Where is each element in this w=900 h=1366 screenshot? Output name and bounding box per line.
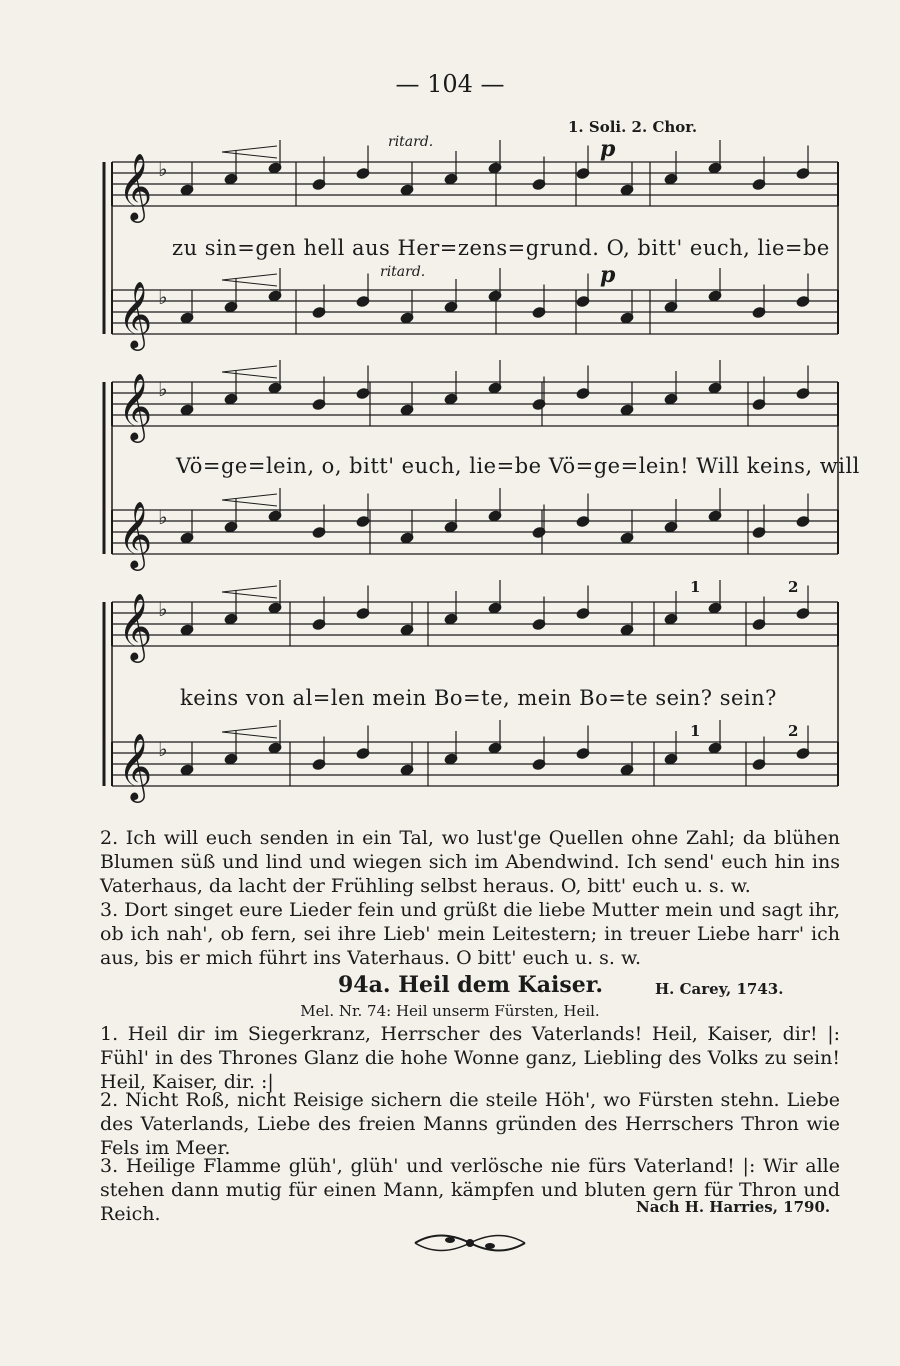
flat-icon: ♭: [158, 285, 168, 309]
hairpin: [222, 726, 277, 738]
volta-1-upper: 1: [690, 578, 701, 596]
ritard-mark-1: ritard.: [388, 134, 434, 150]
hairpin: [222, 274, 277, 286]
treble-clef-icon: 𝄞: [118, 732, 153, 800]
treble-clef-icon: 𝄞: [118, 280, 153, 348]
dynamic-p-2: p: [600, 262, 616, 288]
hairpin: [222, 494, 277, 506]
verse-2: 2. Ich will euch senden in ein Tal, wo lust'ge Quellen ohne Zahl; da blühen Blumen süß und lind und wiegen sich im Abendwind. Ich send' euch hin ins Vaterhaus, da lacht der Frühling selbst heraus. O, bitt' euch u. s. w.: [100, 827, 840, 897]
hairpin: [222, 366, 277, 378]
ornament-icon: [410, 1228, 530, 1258]
song-verse-1: 1. Heil dir im Siegerkranz, Herrscher des Vaterlands! Heil, Kaiser, dir! |: Fühl' in des Thrones Glanz die hohe Wonne ganz, Liebling des Volks zu sein! Heil, Kaiser, dir. :|: [100, 1023, 840, 1093]
song-title: 94a. Heil dem Kaiser.: [338, 972, 604, 998]
ritard-mark-2: ritard.: [380, 264, 426, 280]
hairpin: [222, 146, 277, 158]
flat-icon: ♭: [158, 737, 168, 761]
hairpin: [222, 586, 277, 598]
treble-clef-icon: 𝄞: [118, 372, 153, 440]
page-number: — 104 —: [395, 70, 505, 98]
song-verse-2: 2. Nicht Roß, nicht Reisige sichern die steile Höh', wo Fürsten stehn. Liebe des Vaterlands, Liebe des freien Manns gründen des Herrschers Thron wie Fels im Meer.: [100, 1089, 840, 1159]
song-verse-3: 3. Heilige Flamme glüh', glüh' und verlösche nie fürs Vaterland! |: Wir alle stehen dann mutig für einen Mann, kämpfen und bluten gern für Thron und Reich.: [100, 1155, 840, 1225]
lyric-line-1: zu sin=gen hell aus Her=zens=grund. O, bitt' euch, lie=be: [172, 236, 830, 260]
author-credit: Nach H. Harries, 1790.: [636, 1198, 831, 1216]
treble-clef-icon: 𝄞: [118, 152, 153, 220]
volta-2-lower: 2: [788, 722, 799, 740]
verse-3: 3. Dort singet eure Lieder fein und grüßt die liebe Mutter mein und sagt ihr, ob ich nah', ob fern, sei ihre Lieb' mein Leitestern; in treuer Liebe harr' ich aus, bis er mich führt ins Vaterhaus. O bitt' euch u. s. w.: [100, 899, 840, 969]
composer-credit: H. Carey, 1743.: [655, 980, 784, 998]
melody-reference: Mel. Nr. 74: Heil unserm Fürsten, Heil.: [300, 1002, 600, 1020]
dynamic-p-1: p: [600, 136, 616, 162]
volta-2-upper: 2: [788, 578, 799, 596]
flat-icon: ♭: [158, 157, 168, 181]
flat-icon: ♭: [158, 505, 168, 529]
flat-icon: ♭: [158, 377, 168, 401]
voice-note: 1. Soli. 2. Chor.: [568, 118, 698, 136]
volta-1-lower: 1: [690, 722, 701, 740]
lyric-line-2: Vö=ge=lein, o, bitt' euch, lie=be Vö=ge=lein! Will keins, will: [176, 454, 860, 478]
lyric-line-3: keins von al=len mein Bo=te, mein Bo=te sein? sein?: [180, 686, 777, 710]
treble-clef-icon: 𝄞: [118, 592, 153, 660]
treble-clef-icon: 𝄞: [118, 500, 153, 568]
flat-icon: ♭: [158, 597, 168, 621]
